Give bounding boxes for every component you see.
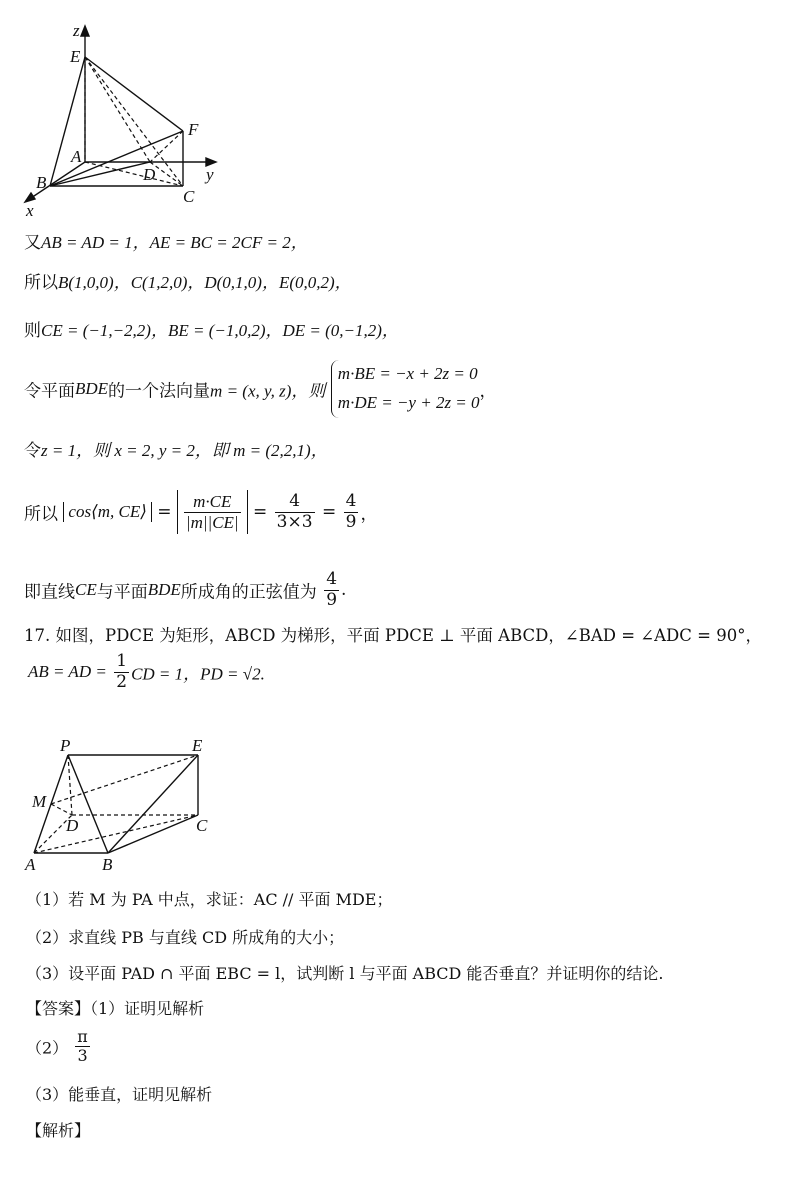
- label-E2: E: [192, 736, 203, 755]
- problem-17-lengths: AB = AD = $\frac{1}{2}$ CD = 1，PD = √2.: [28, 651, 265, 692]
- line-coordinates: 所以B(1,0,0)，C(1,2,0)，D(0,1,0)，E(0,0,2)，: [24, 273, 352, 293]
- label-z: z: [73, 22, 80, 40]
- math-given: AB = AD = 1，AE = BC = 2CF = 2，: [41, 233, 308, 252]
- figure-1-pyramid: [20, 22, 230, 217]
- math-vectors: CE = (−1,−2,2)，BE = (−1,0,2)，DE = (0,−1,2)，: [41, 321, 399, 340]
- label-D: D: [143, 165, 156, 184]
- label-F: F: [188, 120, 199, 139]
- figure-2-solid: [20, 735, 220, 875]
- label-C2: C: [196, 816, 208, 835]
- label-A2: A: [25, 855, 36, 874]
- label-A: A: [71, 147, 82, 166]
- question-1: （1）若 M 为 PA 中点，求证：AC // 平面 MDE；: [26, 890, 393, 909]
- label-B: B: [36, 173, 47, 192]
- answer-header: 【答案】（1）证明见解析: [26, 999, 205, 1018]
- analysis-header: 【解析】: [26, 1121, 91, 1140]
- problem-17-statement: 17. 如图，PDCE 为矩形，ABCD 为梯形，平面 PDCE ⊥ 平面 ABCD，∠BAD = ∠ADC = 90°，: [24, 626, 762, 645]
- line-normal-vector: 令平面BDE的一个法向量m = (x, y, z)，则 m·BE = −x + 2z = 0 m·DE = −y + 2z = 0 ，: [24, 360, 497, 418]
- label-C: C: [183, 187, 195, 206]
- label-P: P: [60, 736, 71, 755]
- label-y: y: [206, 165, 214, 184]
- line-given-lengths: 又AB = AD = 1，AE = BC = 2CF = 2，: [24, 233, 308, 253]
- line-cosine: 所以 cos⟨m, CE⟩ = $\frac{m\cdot CE}{|m||CE|}$ = $\frac{4}{3\times 3}$ = $\frac{4}{9}$ ，: [24, 490, 377, 534]
- answer-2: （2） $\frac{\pi}{3}$: [26, 1027, 88, 1066]
- label-B2: B: [102, 855, 113, 874]
- question-2: （2）求直线 PB 与直线 CD 所成角的大小；: [26, 928, 345, 947]
- line-vectors: 则CE = (−1,−2,2)，BE = (−1,0,2)，DE = (0,−1,2)，: [24, 321, 399, 341]
- math-coordinates: B(1,0,0)，C(1,2,0)，D(0,1,0)，E(0,0,2)，: [58, 273, 352, 292]
- line-solve-normal: 令z = 1，则 x = 2, y = 2，即 m = (2,2,1)，: [24, 441, 328, 461]
- question-3: （3）设平面 PAD ∩ 平面 EBC = l，试判断 l 与平面 ABCD 能否垂直？并证明你的结论.: [26, 964, 664, 983]
- answer-3: （3）能垂直，证明见解析: [26, 1085, 213, 1104]
- label-x: x: [26, 201, 34, 217]
- label-M: M: [32, 792, 47, 811]
- equation-system: m·BE = −x + 2z = 0 m·DE = −y + 2z = 0: [331, 360, 480, 418]
- line-sine-result: 即直线CE与平面BDE所成角的正弦值为 $\frac{4}{9}$ .: [24, 569, 347, 610]
- label-D2: D: [66, 816, 79, 835]
- label-E: E: [70, 47, 81, 66]
